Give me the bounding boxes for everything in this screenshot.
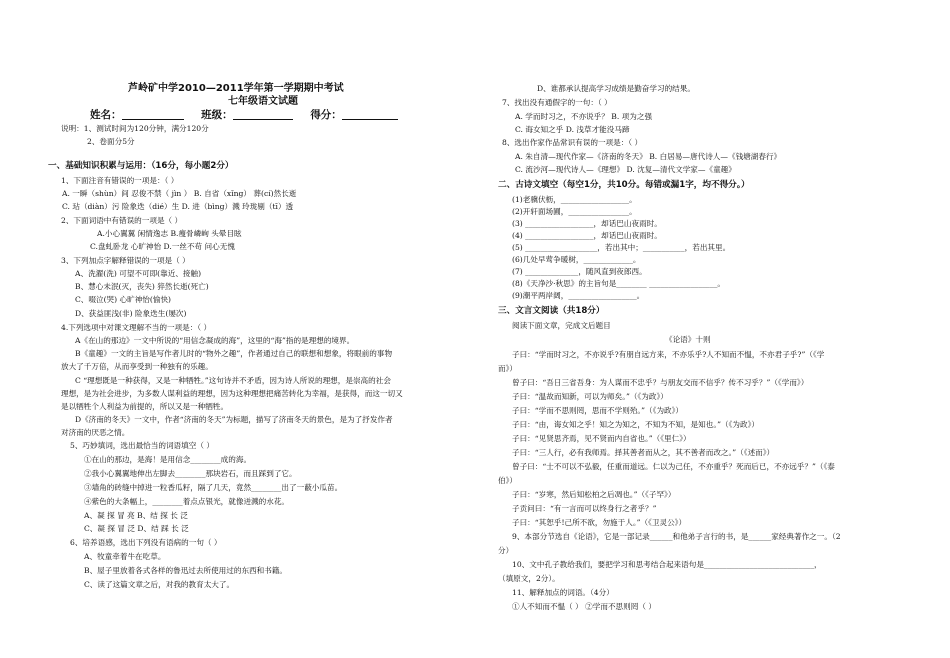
analects-4: 子曰：“学而不思则罔，思而不学则殆。”（《为政》） (512, 406, 684, 415)
name-label: 姓名： (90, 109, 122, 121)
name-blank (122, 110, 184, 120)
q7-options-cd: C. 诲女知之乎 D. 浅草才能没马蹄 (515, 125, 630, 134)
poem-fill-3: (3) __________________，却话巴山夜雨时。 (512, 219, 662, 228)
q6-option-a: A、牧童牵着牛在吃草。 (84, 552, 166, 561)
exam-title: 芦岭矿中学2010—2011学年第一学期期中考试 (128, 83, 344, 94)
analects-1: 子曰：“学而时习之，不亦说乎?有朋自远方来，不亦乐乎?人不知而不愠，不亦君子乎?”（《学 (512, 350, 825, 359)
q5-options-ab: A、凝 探 冒 亮 B、结 探 长 泛 (84, 511, 188, 520)
q9-text-cont: 分） (498, 546, 514, 555)
q11-items: ①人不知而不愠（ ） ②学而不思则罔（ ） (512, 602, 656, 611)
analects-7: 子曰：“三人行，必有我师焉。择其善者而从之，其不善者而改之。”（《述而》） (512, 448, 775, 457)
q8-options-ab: A. 朱自清—现代作家—《济南的冬天》 B. 白居易—唐代诗人—《钱塘湖春行》 (515, 152, 782, 161)
analects-10-q: 子贡问曰：“有一言而可以终身行之者乎？” (512, 504, 657, 513)
q9-text: 9、本部分节选自《论语》，它是一部记录______和他弟子言行的书，是______家经典著作之一。（2 (512, 532, 841, 541)
q3-option-b: B、慧心未泯(灭，丧失) 猝然长逝(死亡) (75, 282, 209, 291)
analects-1-cont: 而》） (498, 364, 517, 373)
analects-3: 子曰：“温故而知新，可以为师矣。”（《为政》） (512, 392, 668, 401)
q2-text: 2、下面词语中有错误的一项是（ ） (61, 216, 183, 225)
analects-5: 子曰：“由，诲女知之乎！知之为知之，不知为不知，是知也。”（《为政》） (512, 420, 759, 429)
q1-options-cd: C. 玷（diàn）污 险象迭（dié）生 D. 进（bìng）溅 玲珑剔（tī）透 (62, 202, 294, 211)
q1-options-ab: A. 一瞬（shùn）间 忍俊不禁（ jìn ） B. 自省（xǐng） 葬(cí)然长逝 (62, 189, 297, 198)
q4-option-a: A《在山的那边》一文中所说的“用信念凝成的海”，这里的“海”指的是理想的境界。 (75, 336, 355, 345)
class-blank (233, 110, 293, 120)
q4-option-c-cont2: 是以牺牲个人利益为前提的，所以又是一种牺牲。 (61, 402, 229, 411)
student-info-row (90, 110, 398, 120)
poem-fill-6: (6)几处早莺争暖树，_____________。 (512, 255, 641, 264)
analects-2: 曾子曰：“吾日三省吾身：为人谋而不忠乎？与朋友交而不信乎？传不习乎？”（《学而》） (512, 378, 809, 387)
q10-text: 10、文中孔子教给我们，要把学习和思考结合起来语句是_____________________________， (512, 560, 822, 569)
q6-option-c: C、读了这篇文章之后，对我的教育太大了。 (84, 580, 235, 589)
analects-10-a: 子曰：“其恕乎!己所不欲，勿施于人。”（《卫灵公》） (512, 518, 687, 527)
poem-fill-7: (7) ______________，随风直到夜郎西。 (512, 267, 647, 276)
poem-fill-2: (2)开轩面场圃，________________。 (512, 207, 637, 216)
q7-options-ab: A. 学而时习之，不亦说乎？ B. 项为之强 (515, 112, 653, 121)
q3-option-c: C、啜泣(哭) 心旷神怡(愉快) (75, 295, 172, 304)
analects-9: 子曰：“岁寒，然后知松柏之后凋也。”（《子罕》） (512, 490, 676, 499)
q3-option-a: A、洗濯(洗) 可望不可即(靠近、接触) (75, 269, 202, 278)
score-label: 得分： (310, 109, 342, 121)
q6-option-b: B、屋子里放着各式各样的鲁迅过去所使用过的东西和书籍。 (84, 566, 288, 575)
q4-option-d-cont: 对济南的厌恶之情。 (61, 428, 130, 437)
poem-fill-8: (8)《天净沙·秋思》的主旨句是________ __________________。 (512, 279, 726, 288)
reading-title: 《论语》十则 (665, 335, 711, 344)
q8-options-cd: C. 流沙河—现代诗人—《理想》 D. 沈复—清代文学家—《童趣》 (515, 165, 736, 174)
q3-text: 3、下列加点字解释错误的一项是（ ） (61, 256, 190, 265)
q4-option-c: C “理想既是一种获得，又是一种牺牲。”这句诗并不矛盾，因为诗人所说的理想，是崇高的社会 (75, 376, 391, 385)
score-blank (342, 110, 398, 120)
section-2-heading: 二、古诗文填空（每空1分，共10分。每错或漏1字，均不得分。） (498, 180, 750, 190)
analects-8: 曾子曰：“士不可以不弘毅，任重而道远。仁以为己任，不亦重乎？死而后已，不亦远乎？”（《泰 (512, 462, 835, 471)
q5-item-1: ①在山的那边，是海！是用信念________成的海。 (84, 455, 252, 464)
q5-item-4: ④紫色的大条幅上，________着点点银光，就像迸溅的水花。 (84, 497, 290, 506)
q4-option-b-cont: 放大了千万倍，从而享受到一种独有的乐趣。 (61, 362, 213, 371)
q4-option-b: B《童趣》一文的主旨是写作者儿时的“物外之趣”，作者通过自己的联想和想象，将眼前的事物 (75, 349, 393, 358)
class-label: 班级： (201, 109, 233, 121)
exam-subtitle: 七年级语文试题 (228, 96, 298, 107)
analects-6: 子曰：“见贤思齐焉，见不贤而内自省也。”（《里仁》） (512, 434, 691, 443)
q4-option-d: D《济南的冬天》一文中，作者“济南的冬天”为标题，描写了济南冬天的景色，是为了抒发作者 (75, 415, 393, 424)
reading-instruction: 阅读下面文章，完成文后题目 (512, 321, 611, 330)
q7-text: 7、找出没有通假字的一句：（ ） (502, 98, 612, 107)
q5-options-cd: C、凝 探 冒 泛 D、结 踩 长 泛 (84, 524, 189, 533)
q11-text: 11、解释加点的词语。（4分） (512, 588, 614, 597)
q1-text: 1、下面注音有错误的一项是：（ ） (61, 176, 179, 185)
section-1-heading: 一、基础知识积累与运用：（16分，每小题2分） (48, 161, 234, 171)
poem-fill-1: (1)老骥伏枥，__________________。 (512, 195, 637, 204)
q4-text: 4.下列选项中对课文理解不当的一项是：（ ） (61, 323, 212, 332)
poem-fill-4: (4) __________________，却话巴山夜雨时。 (512, 231, 662, 240)
q3-option-d: D、获益匪浅(非) 险象迭生(屡次) (75, 309, 187, 318)
section-3-heading: 三、文言文阅读（共18分） (498, 306, 605, 316)
poem-fill-5: (5) ___________________，若出其中；___________，若出其里。 (512, 243, 731, 252)
q5-item-2: ②我小心翼翼地伸出左脚去________那块岩石，而且踩到了它。 (84, 469, 297, 478)
q2-options-ab: A.小心翼翼 闲情逸志 B.瘦骨嶙峋 头晕目眩 (97, 229, 242, 238)
analects-8-cont: 伯》） (498, 476, 517, 485)
q5-text: 5、巧妙填词，选出最恰当的词语填空（ ） (70, 441, 214, 450)
q2-options-cd: C.盘虬卧龙 心旷神怡 D.一丝不苟 问心无愧 (90, 242, 235, 251)
poem-fill-9: (9)潮平两岸阔，__________________。 (512, 291, 645, 300)
q6-option-d: D、谁都承认提高学习成绩是勤奋学习的结果。 (537, 84, 695, 93)
q10-text-cont: （填原文，2分）。 (498, 574, 560, 583)
q6-text: 6、培养语感，选出下列没有语病的一句（ ） (70, 538, 222, 547)
q4-option-c-cont: 理想，是为社会进步，为多数人谋利益的理想，因为这种理想把痛苦转化为幸福，是获得，而这一切又 (61, 389, 403, 398)
note-line-1: 说明：1、测试时间为120分钟，满分120分 (61, 124, 209, 133)
q8-text: 8、选出作家作品常识有误的一项是：（ ） (502, 138, 643, 147)
q5-item-3: ③墙角的砖缝中掉进一粒香瓜籽，隔了几天，竟然________出了一蔽小瓜苗。 (84, 483, 343, 492)
note-line-2: 2、卷面分5分 (87, 137, 135, 146)
